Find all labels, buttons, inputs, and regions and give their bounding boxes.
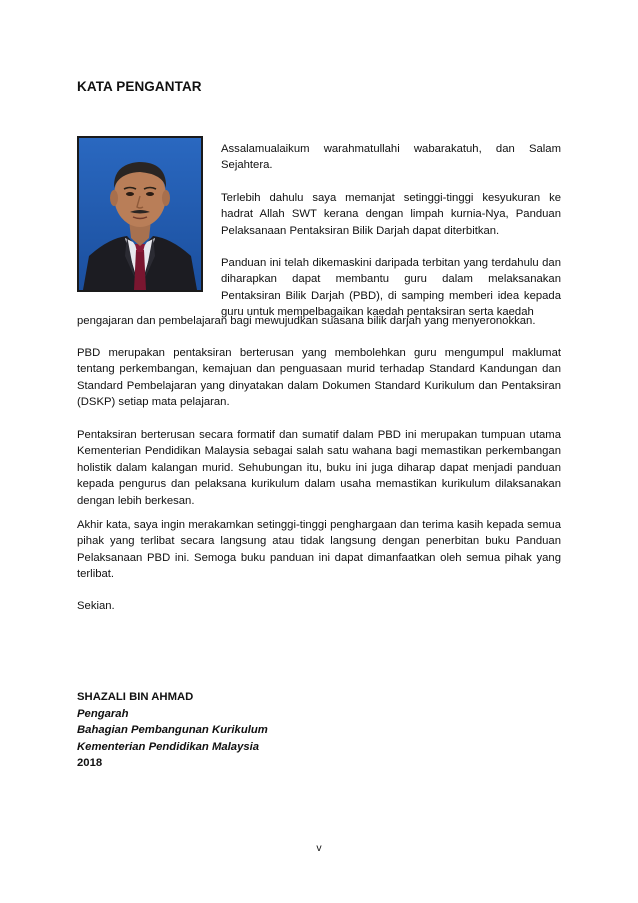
paragraph-text: Pentaksiran berterusan secara formatif dan sumatif dalam PBD ini merupakan tumpuan utama Kementerian Pendidikan Malaysia sebagai salah satu wahana bagi memastikan perkembangan holistik dalam kalangan murid. Sehubungan itu, buku ini juga diharap dapat menjadi panduan kepada pengurus dan pelaksana kurikulum dalam usaha memastikan kurikulum dilaksanakan dengan lebih berkesan. xyxy=(77,429,561,507)
page-title: KATA PENGANTAR xyxy=(77,79,202,94)
signatory-name: SHAZALI BIN AHMAD xyxy=(77,691,194,703)
signatory-ministry: Kementerian Pendidikan Malaysia xyxy=(77,740,260,753)
closing-paragraph xyxy=(77,598,561,614)
purpose-paragraph: Panduan ini telah dikemaskini daripada terbitan yang terdahulu dan diharapkan dapat membantu guru dalam melaksanakan Pentaksiran Bilik Darjah (PBD), di samping memberi idea kepada guru untuk mempelbagaikan kaedah pentaksiran serta kaedah xyxy=(221,257,561,319)
gratitude-paragraph: Terlebih dahulu saya memanjat setinggi-tinggi kesyukuran ke hadrat Allah SWT kerana dengan limpah kurnia-Nya, Panduan Pelaksanaan Pentaksiran Bilik Darjah dapat diterbitkan. xyxy=(221,191,561,237)
assessment-focus-paragraph xyxy=(77,427,561,509)
signature-year: 2018 xyxy=(77,757,103,770)
signature-block xyxy=(77,689,268,772)
pbd-definition-paragraph xyxy=(77,345,561,411)
signatory-title: Pengarah xyxy=(77,707,129,720)
greeting-paragraph: Assalamualaikum warahmatullahi wabarakatuh, dan Salam Sejahtera. xyxy=(221,143,561,172)
author-portrait xyxy=(77,136,203,292)
paragraph-text: Sekian. xyxy=(77,600,115,612)
paragraph-text: PBD merupakan pentaksiran berterusan yang membolehkan guru mengumpul maklumat tentang perkembangan, kemajuan dan penguasaan murid terhadap Standard Kandungan dan Standard Pembelajaran yang dinyatakan dalam Dokumen Standard Kurikulum dan Pentaksiran (DSKP) setiap mata pelajaran. xyxy=(77,347,561,409)
acknowledgement-paragraph xyxy=(77,517,561,583)
signatory-division: Bahagian Pembangunan Kurikulum xyxy=(77,724,268,737)
paragraph-text: Akhir kata, saya ingin merakamkan setinggi-tinggi penghargaan dan terima kasih kepada semua pihak yang terlibat secara langsung atau tidak langsung dengan penerbitan buku Panduan Pelaksanaan PBD ini. Semoga buku panduan ini dapat dimanfaatkan oleh semua pihak yang terlibat. xyxy=(77,519,561,581)
paragraph-text: pengajaran dan pembelajaran bagi mewujudkan suasana bilik darjah yang menyeronokkan. xyxy=(77,315,536,327)
page-number: v xyxy=(316,842,322,854)
purpose-paragraph-continued xyxy=(77,313,561,329)
portrait-image xyxy=(79,138,201,290)
intro-column xyxy=(221,141,561,321)
